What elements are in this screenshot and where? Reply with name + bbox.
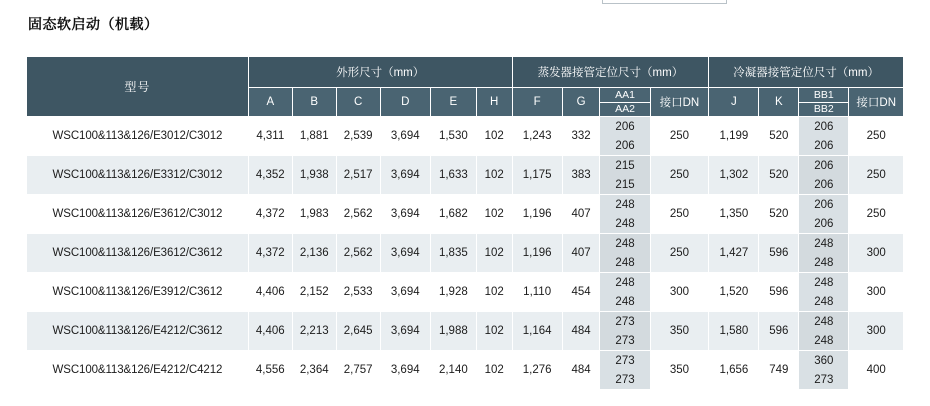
cell-a: 4,352 (248, 156, 292, 195)
col-header-bb1: BB1 (799, 89, 848, 103)
cell-f: 1,164 (512, 312, 562, 351)
cell-k: 749 (759, 351, 799, 390)
cell-aa1: 206 (600, 117, 649, 136)
col-header-c: C (336, 88, 380, 117)
cell-bb (799, 312, 849, 351)
cell-e: 1,633 (430, 156, 476, 195)
cell-h: 102 (476, 117, 512, 156)
cell-evap-dn: 350 (650, 312, 709, 351)
cell-aa (600, 351, 650, 390)
cell-evap-dn: 350 (650, 351, 709, 390)
cell-model: WSC100&113&126/E4212/C4212 (27, 351, 249, 390)
cell-evap-dn: 250 (650, 117, 709, 156)
cell-a: 4,406 (248, 312, 292, 351)
cell-aa (600, 312, 650, 351)
col-group-condenser: 冷凝器接管定位尺寸（mm） (709, 57, 904, 88)
cell-aa (600, 156, 650, 195)
cell-j: 1,302 (709, 156, 759, 195)
cell-bb2: 248 (799, 253, 848, 272)
cell-aa (600, 195, 650, 234)
col-header-f: F (512, 88, 562, 117)
cell-aa2: 248 (600, 214, 649, 233)
cell-g: 332 (562, 117, 600, 156)
cell-bb1: 248 (799, 273, 848, 292)
cell-aa1: 248 (600, 273, 649, 292)
cell-model: WSC100&113&126/E3612/C3612 (27, 234, 249, 273)
table-row (27, 117, 904, 156)
cell-b: 2,136 (292, 234, 336, 273)
cell-aa2: 248 (600, 292, 649, 311)
cell-evap-dn: 300 (650, 273, 709, 312)
cell-a: 4,311 (248, 117, 292, 156)
col-header-e: E (430, 88, 476, 117)
cell-h: 102 (476, 273, 512, 312)
cell-c: 2,645 (336, 312, 380, 351)
cell-aa1: 273 (600, 351, 649, 370)
table-row (27, 195, 904, 234)
cell-e: 2,140 (430, 351, 476, 390)
col-header-j: J (709, 88, 759, 117)
cell-c: 2,517 (336, 156, 380, 195)
cell-bb (799, 234, 849, 273)
spec-table-container (26, 56, 904, 390)
cell-b: 1,938 (292, 156, 336, 195)
cell-g: 407 (562, 195, 600, 234)
table-row (27, 273, 904, 312)
cell-j: 1,580 (709, 312, 759, 351)
cell-aa2: 215 (600, 175, 649, 194)
cell-d: 3,694 (380, 156, 430, 195)
cell-b: 2,364 (292, 351, 336, 390)
cell-h: 102 (476, 351, 512, 390)
cell-g: 383 (562, 156, 600, 195)
cell-h: 102 (476, 234, 512, 273)
cell-c: 2,562 (336, 195, 380, 234)
cell-j: 1,350 (709, 195, 759, 234)
cell-g: 484 (562, 351, 600, 390)
cell-k: 596 (759, 312, 799, 351)
cell-model: WSC100&113&126/E3012/C3012 (27, 117, 249, 156)
cell-b: 1,881 (292, 117, 336, 156)
col-header-aa1: AA1 (600, 89, 649, 103)
cell-bb1: 206 (799, 156, 848, 175)
cell-d: 3,694 (380, 195, 430, 234)
cell-a: 4,556 (248, 351, 292, 390)
cell-bb (799, 273, 849, 312)
cell-aa1: 248 (600, 234, 649, 253)
cell-bb2: 248 (799, 292, 848, 311)
cell-bb (799, 156, 849, 195)
cell-b: 1,983 (292, 195, 336, 234)
cell-bb2: 206 (799, 175, 848, 194)
cell-aa1: 248 (600, 195, 649, 214)
page-title: 固态软启动（机载） (28, 16, 159, 32)
cell-d: 3,694 (380, 312, 430, 351)
cell-g: 484 (562, 312, 600, 351)
table-head (27, 57, 904, 117)
cell-a: 4,372 (248, 195, 292, 234)
col-header-model: 型号 (27, 57, 249, 117)
cell-aa (600, 234, 650, 273)
col-header-a: A (248, 88, 292, 117)
cell-d: 3,694 (380, 273, 430, 312)
cell-e: 1,988 (430, 312, 476, 351)
col-group-dimensions: 外形尺寸（mm） (248, 57, 512, 88)
col-header-h: H (476, 88, 512, 117)
cell-bb (799, 351, 849, 390)
table-row (27, 312, 904, 351)
cell-aa (600, 117, 650, 156)
cell-bb1: 206 (799, 195, 848, 214)
col-header-b: B (292, 88, 336, 117)
cell-cond-dn: 300 (849, 273, 904, 312)
cell-bb2: 206 (799, 136, 848, 155)
cell-evap-dn: 250 (650, 156, 709, 195)
cell-c: 2,562 (336, 234, 380, 273)
cell-e: 1,682 (430, 195, 476, 234)
cell-cond-dn: 250 (849, 156, 904, 195)
cell-evap-dn: 250 (650, 195, 709, 234)
cell-bb1: 248 (799, 312, 848, 331)
cell-model: WSC100&113&126/E3912/C3612 (27, 273, 249, 312)
cell-aa2: 248 (600, 253, 649, 272)
cell-k: 520 (759, 195, 799, 234)
col-header-d: D (380, 88, 430, 117)
cell-model: WSC100&113&126/E3312/C3012 (27, 156, 249, 195)
col-header-evap-dn: 接口DN (650, 88, 709, 117)
cell-bb1: 360 (799, 351, 848, 370)
cell-cond-dn: 250 (849, 117, 904, 156)
cell-d: 3,694 (380, 234, 430, 273)
figure-stub (602, 0, 727, 4)
cell-bb2: 248 (799, 331, 848, 350)
cell-e: 1,835 (430, 234, 476, 273)
cell-bb1: 248 (799, 234, 848, 253)
cell-aa2: 273 (600, 331, 649, 350)
cell-cond-dn: 300 (849, 234, 904, 273)
table-row (27, 156, 904, 195)
cell-k: 520 (759, 156, 799, 195)
cell-j: 1,199 (709, 117, 759, 156)
cell-h: 102 (476, 195, 512, 234)
cell-f: 1,175 (512, 156, 562, 195)
cell-f: 1,276 (512, 351, 562, 390)
col-header-aa (600, 88, 650, 117)
cell-e: 1,530 (430, 117, 476, 156)
cell-b: 2,213 (292, 312, 336, 351)
cell-bb1: 206 (799, 117, 848, 136)
cell-a: 4,406 (248, 273, 292, 312)
col-header-bb (799, 88, 849, 117)
cell-k: 596 (759, 234, 799, 273)
cell-k: 520 (759, 117, 799, 156)
col-header-k: K (759, 88, 799, 117)
cell-bb (799, 117, 849, 156)
cell-j: 1,656 (709, 351, 759, 390)
cell-c: 2,757 (336, 351, 380, 390)
col-header-g: G (562, 88, 600, 117)
cell-b: 2,152 (292, 273, 336, 312)
cell-a: 4,372 (248, 234, 292, 273)
cell-bb2: 273 (799, 370, 848, 389)
cell-c: 2,533 (336, 273, 380, 312)
cell-g: 407 (562, 234, 600, 273)
cell-bb (799, 195, 849, 234)
cell-h: 102 (476, 312, 512, 351)
table-body (27, 117, 904, 390)
cell-j: 1,427 (709, 234, 759, 273)
cell-f: 1,110 (512, 273, 562, 312)
cell-j: 1,520 (709, 273, 759, 312)
cell-cond-dn: 250 (849, 195, 904, 234)
table-row (27, 234, 904, 273)
cell-cond-dn: 300 (849, 312, 904, 351)
cell-aa2: 273 (600, 370, 649, 389)
cell-f: 1,196 (512, 195, 562, 234)
table-group-header-row (27, 57, 904, 88)
cell-cond-dn: 400 (849, 351, 904, 390)
col-header-bb2: BB2 (813, 102, 834, 115)
col-header-cond-dn: 接口DN (849, 88, 904, 117)
cell-aa1: 215 (600, 156, 649, 175)
cell-aa2: 206 (600, 136, 649, 155)
col-header-aa2: AA2 (615, 102, 635, 115)
cell-evap-dn: 250 (650, 234, 709, 273)
cell-model: WSC100&113&126/E3612/C3012 (27, 195, 249, 234)
table-row (27, 351, 904, 390)
cell-c: 2,539 (336, 117, 380, 156)
cell-bb2: 206 (799, 214, 848, 233)
spec-table (26, 56, 904, 390)
cell-aa (600, 273, 650, 312)
cell-d: 3,694 (380, 351, 430, 390)
cell-h: 102 (476, 156, 512, 195)
col-group-evaporator: 蒸发器接管定位尺寸（mm） (512, 57, 709, 88)
cell-model: WSC100&113&126/E4212/C3612 (27, 312, 249, 351)
cell-f: 1,196 (512, 234, 562, 273)
cell-k: 596 (759, 273, 799, 312)
cell-e: 1,928 (430, 273, 476, 312)
cell-f: 1,243 (512, 117, 562, 156)
cell-aa1: 273 (600, 312, 649, 331)
cell-d: 3,694 (380, 117, 430, 156)
cell-g: 454 (562, 273, 600, 312)
